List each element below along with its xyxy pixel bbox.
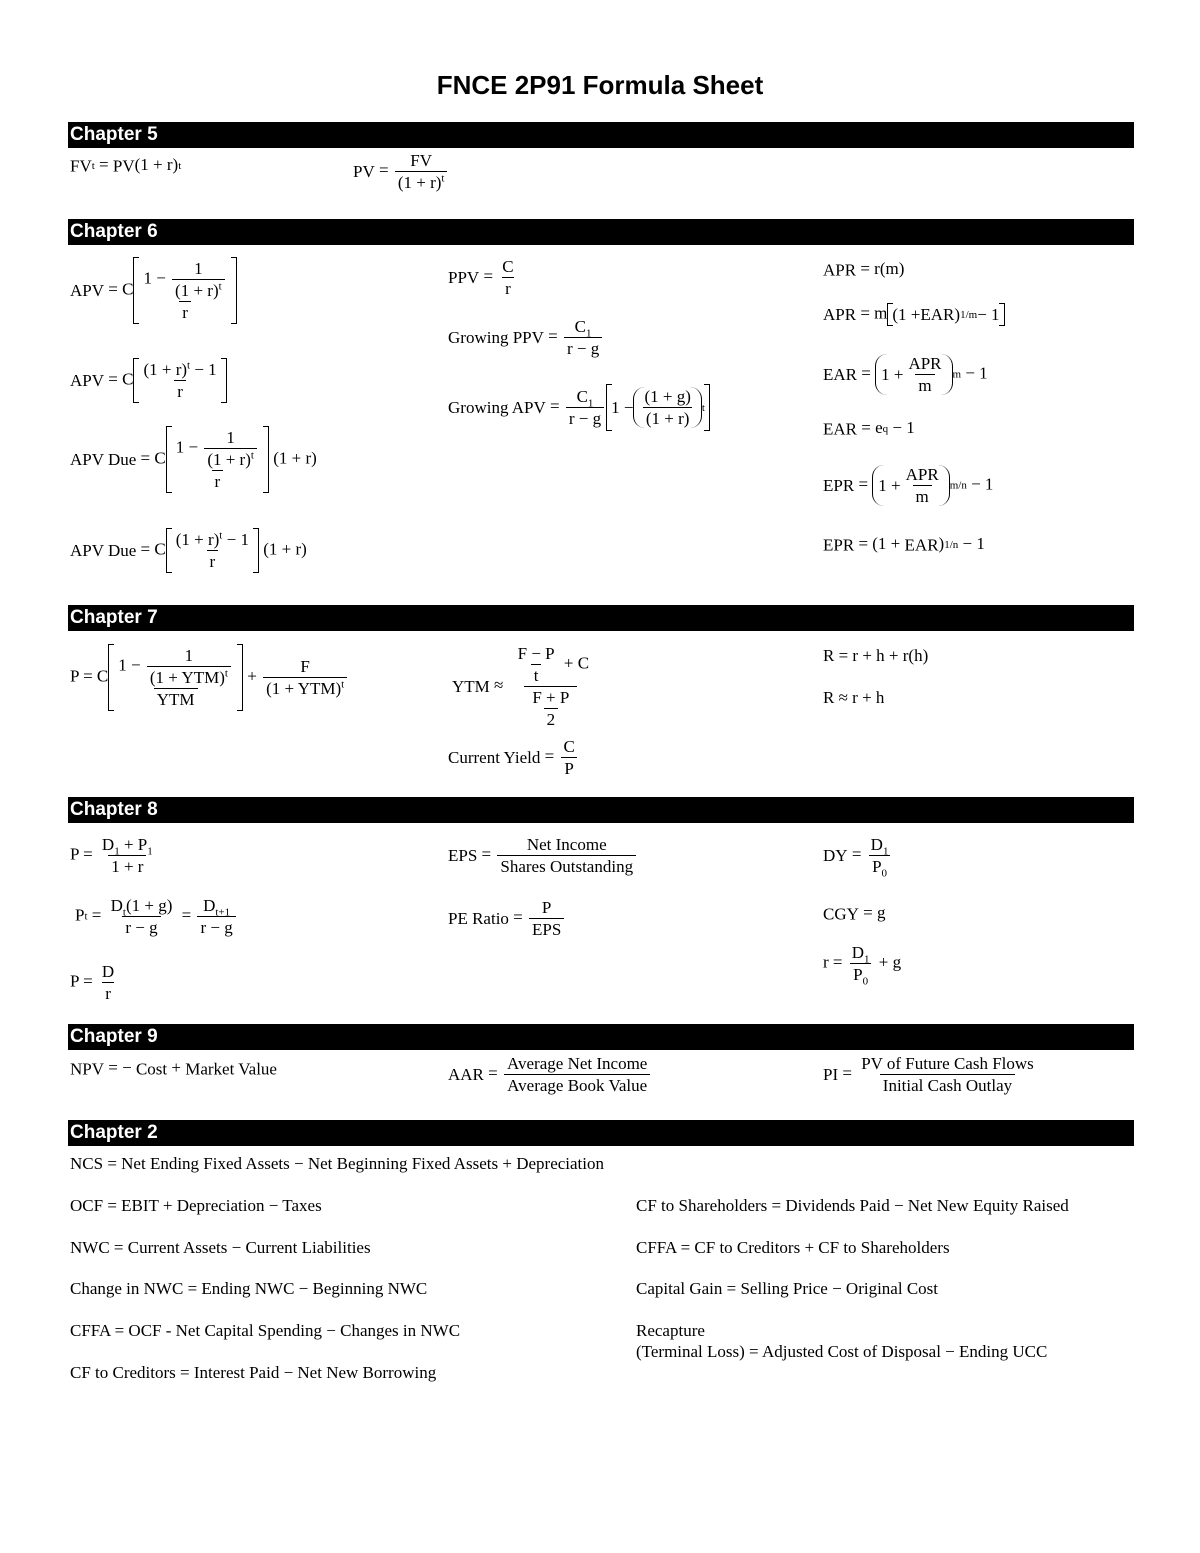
- page-title: FNCE 2P91 Formula Sheet: [436, 70, 764, 100]
- formula-ear-2: EAR = eq − 1: [823, 418, 915, 439]
- chapter-5-header: Chapter 5: [68, 122, 1134, 148]
- formula-capital-gain: Capital Gain = Selling Price − Original Cost: [636, 1279, 938, 1298]
- formula-ear-1: EAR = 1 + $\frac{\text{APR}}{m}$ m − 1: [823, 354, 988, 395]
- formula-fv: FVt = PV(1 + r)t: [70, 155, 182, 176]
- formula-dy: DY = $\frac{D_1}{P_0}$: [823, 835, 889, 880]
- formula-fisher-approx: R ≈ r + h: [823, 688, 885, 707]
- formula-terminal-loss: (Terminal Loss) = Adjusted Cost of Disposal − Ending UCC: [636, 1342, 1048, 1361]
- formula-bond-price: P = C 1 − $\frac{1}{(1 + YTM)^t}$ YTM + $\frac{F}{(1 + YTM)^t}$: [70, 644, 349, 711]
- formula-growing-ppv: Growing PPV = $\frac{C_1}{r - g}$: [448, 318, 604, 357]
- formula-ggm: Pt = $\frac{D_t(1 + g)}{r - g}$ = $\frac{D_{t+1}}{r - g}$: [75, 897, 238, 936]
- formula-eps: EPS = $\frac{\text{Net Income}}{\text{Shares Outstanding}}$: [448, 836, 638, 875]
- formula-nwc: NWC = Current Assets − Current Liabilities: [70, 1238, 371, 1257]
- formula-cf-shareholders: CF to Shareholders = Dividends Paid − Net New Equity Raised: [636, 1196, 1069, 1215]
- formula-ppv: PPV = $\frac{C}{r}$: [448, 257, 514, 298]
- formula-cf-creditors: CF to Creditors = Interest Paid − Net New Borrowing: [70, 1363, 437, 1382]
- formula-aar: AAR = $\frac{\text{Average Net Income}}{\text{Average Book Value}}$: [448, 1055, 652, 1094]
- formula-apv-due-1: APV Due = C 1 − $\frac{1}{(1 + r)^t}$ r (1 + r): [70, 428, 317, 491]
- formula-ncs: NCS = Net Ending Fixed Assets − Net Beginning Fixed Assets + Depreciation: [70, 1154, 605, 1173]
- chapter-2-header: Chapter 2: [68, 1120, 1134, 1146]
- formula-pi: PI = $\frac{\text{PV of Future Cash Flows}}{\text{Initial Cash Outlay}}$: [823, 1054, 1034, 1095]
- formula-ocf: OCF = EBIT + Depreciation − Taxes: [70, 1196, 322, 1215]
- formula-fisher: R = r + h + r(h): [823, 646, 929, 665]
- formula-cgy: CGY = g: [823, 903, 886, 924]
- formula-growing-apv: Growing APV = $\frac{C_1}{r - g}$ 1 − $\frac{(1 + g)}{(1 + r)}$ t: [448, 384, 710, 431]
- formula-pe-ratio: PE Ratio = $\frac{P}{\text{EPS}}$: [448, 899, 566, 938]
- chapter-8-header: Chapter 8: [68, 797, 1134, 823]
- formula-apr-2: APR = m (1 + EAR ) 1/m − 1: [823, 303, 1005, 326]
- formula-pv: PV = $\frac{FV}{(1 + r)^t}$: [353, 152, 449, 191]
- formula-change-nwc: Change in NWC = Ending NWC − Beginning NWC: [70, 1279, 428, 1298]
- formula-apr-1: APR = r(m): [823, 259, 905, 280]
- chapter-7-header: Chapter 7: [68, 605, 1134, 631]
- chapter-9-header: Chapter 9: [68, 1024, 1134, 1050]
- chapter-6-header: Chapter 6: [68, 219, 1134, 245]
- formula-apv-1: APV = C 1 − $\frac{1}{(1 + r)^t}$ r: [70, 257, 237, 324]
- formula-epr-2: EPR = (1 + EAR)1/n − 1: [823, 534, 985, 555]
- formula-cffa-2: CFFA = CF to Creditors + CF to Shareholders: [636, 1238, 950, 1257]
- formula-current-yield: Current Yield = $\frac{C}{P}$: [448, 738, 580, 777]
- formula-npv: NPV = − Cost + Market Value: [70, 1058, 277, 1079]
- formula-required-return: r = $\frac{D_1}{P_0}$ + g: [823, 943, 902, 988]
- formula-zero-growth: P = $\frac{D}{r}$: [70, 962, 115, 1003]
- formula-cffa-1: CFFA = OCF - Net Capital Spending − Changes in NWC: [70, 1321, 461, 1340]
- formula-recapture: Recapture: [636, 1321, 705, 1340]
- formula-apv-due-2: APV Due = C $\frac{(1 + r)^t - 1}{r}$ (1 + r): [70, 529, 307, 571]
- formula-epr-1: EPR = 1 + $\frac{\text{APR}}{m}$ m/n − 1: [823, 465, 994, 506]
- formula-apv-2: APV = C $\frac{(1 + r)^t - 1}{r}$: [70, 358, 227, 403]
- formula-ytm-approx: YTM ≈ $\frac{F - P}{t}$ + C $\frac{F + P}{2}$: [452, 644, 590, 729]
- formula-stock-price: P = $\frac{D_1 + P_1}{1 + r}$: [70, 835, 153, 876]
